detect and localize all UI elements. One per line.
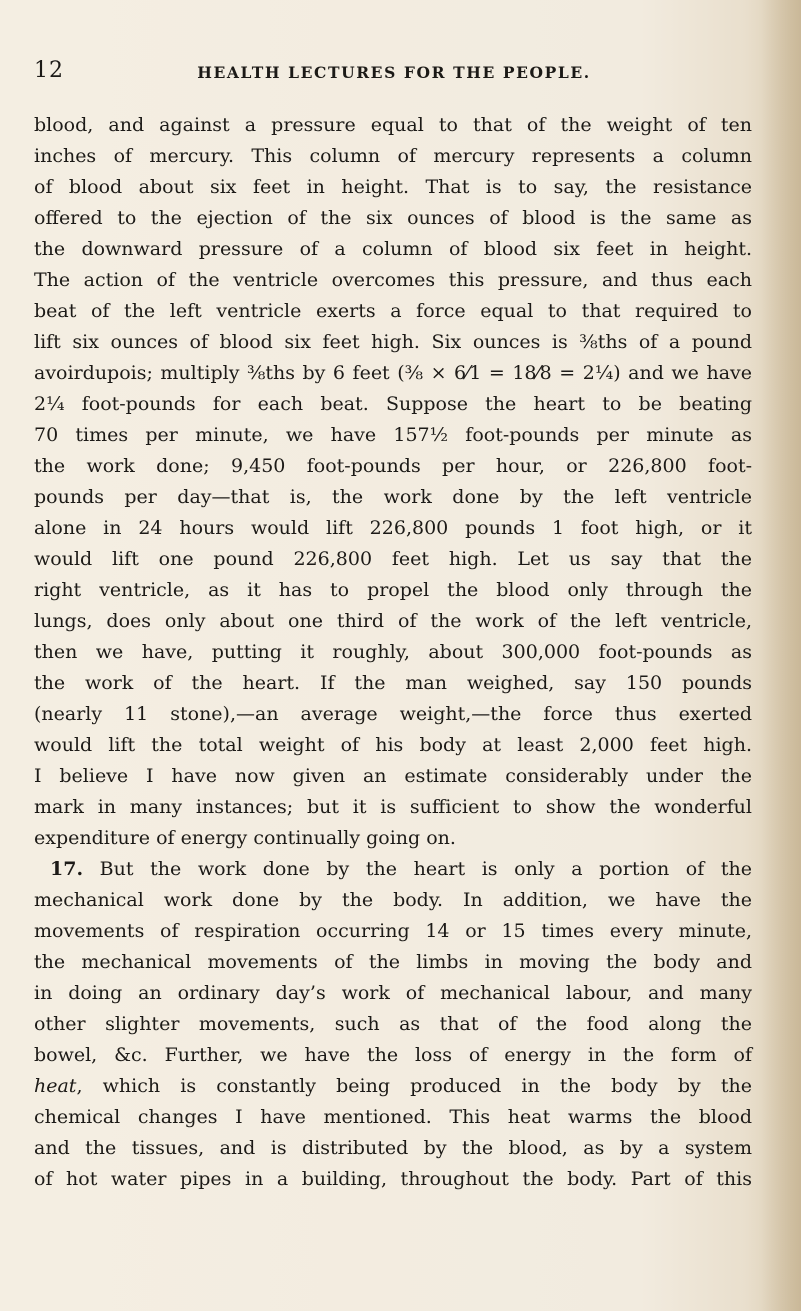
text-line: I believe I have now given an estimate considerably under the	[34, 765, 752, 787]
text-line: bowel, &c. Further, we have the loss of energy in the form of	[34, 1044, 752, 1066]
page-header	[34, 58, 754, 88]
body-text	[34, 110, 752, 1195]
text-span: , which is constantly being produced in the body by the	[76, 1075, 752, 1097]
text-line: 2¼ foot-pounds for each beat. Suppose the heart to be beating	[34, 393, 752, 415]
text-line: (nearly 11 stone),—an average weight,—the force thus exerted	[34, 703, 752, 725]
paragraph-number: 17.	[50, 858, 84, 880]
text-line: chemical changes I have mentioned. This heat warms the blood	[34, 1106, 752, 1128]
running-head: HEALTH LECTURES FOR THE PEOPLE.	[197, 63, 591, 82]
text-line: offered to the ejection of the six ounces of blood is the same as	[34, 207, 752, 229]
text-line: lungs, does only about one third of the work of the left ventricle,	[34, 610, 752, 632]
text-line: then we have, putting it roughly, about 300,000 foot-pounds as	[34, 641, 752, 663]
text-line: alone in 24 hours would lift 226,800 pounds 1 foot high, or it	[34, 517, 752, 539]
text-line: of hot water pipes in a building, throughout the body. Part of this	[34, 1168, 752, 1190]
text-line: of blood about six feet in height. That is to say, the resistance	[34, 176, 752, 198]
text-line: would lift one pound 226,800 feet high. Let us say that the	[34, 548, 752, 570]
text-line: the work of the heart. If the man weighed, say 150 pounds	[34, 672, 752, 694]
text-span: But the work done by the heart is only a portion of the	[99, 858, 752, 880]
text-line: inches of mercury. This column of mercury represents a column	[34, 145, 752, 167]
text-line: and the tissues, and is distributed by the blood, as by a system	[34, 1137, 752, 1159]
text-line: beat of the left ventricle exerts a force equal to that required to	[34, 300, 752, 322]
text-line: in doing an ordinary day’s work of mechanical labour, and many	[34, 982, 752, 1004]
page-edge-shadow	[761, 0, 801, 1311]
text-line: would lift the total weight of his body at least 2,000 feet high.	[34, 734, 752, 756]
text-line: movements of respiration occurring 14 or 15 times every minute,	[34, 920, 752, 942]
text-line: the downward pressure of a column of blood six feet in height.	[34, 238, 752, 260]
text-line: pounds per day—that is, the work done by the left ventricle	[34, 486, 752, 508]
page-number: 12	[34, 58, 64, 83]
text-line: right ventricle, as it has to propel the blood only through the	[34, 579, 752, 601]
text-line: other slighter movements, such as that of the food along the	[34, 1013, 752, 1035]
text-line: The action of the ventricle overcomes this pressure, and thus each	[34, 269, 752, 291]
text-line: the work done; 9,450 foot-pounds per hour, or 226,800 foot-	[34, 455, 752, 477]
text-line: avoirdupois; multiply ⅜ths by 6 feet (⅜ × 6⁄1 = 18⁄8 = 2¼) and we have	[34, 362, 752, 384]
text-line: the mechanical movements of the limbs in moving the body and	[34, 951, 752, 973]
text-line: mark in many instances; but it is sufficient to show the wonderful	[34, 796, 752, 818]
italic-heat: heat	[34, 1075, 77, 1097]
text-line: 70 times per minute, we have 157½ foot-pounds per minute as	[34, 424, 752, 446]
paragraph-17-first-line	[34, 854, 752, 885]
text-line: mechanical work done by the body. In addition, we have the	[34, 889, 752, 911]
text-line: expenditure of energy continually going on.	[34, 827, 456, 849]
text-line: lift six ounces of blood six feet high. Six ounces is ⅜ths of a pound	[34, 331, 752, 353]
heat-line	[34, 1071, 752, 1102]
text-line: blood, and against a pressure equal to that of the weight of ten	[34, 114, 752, 136]
